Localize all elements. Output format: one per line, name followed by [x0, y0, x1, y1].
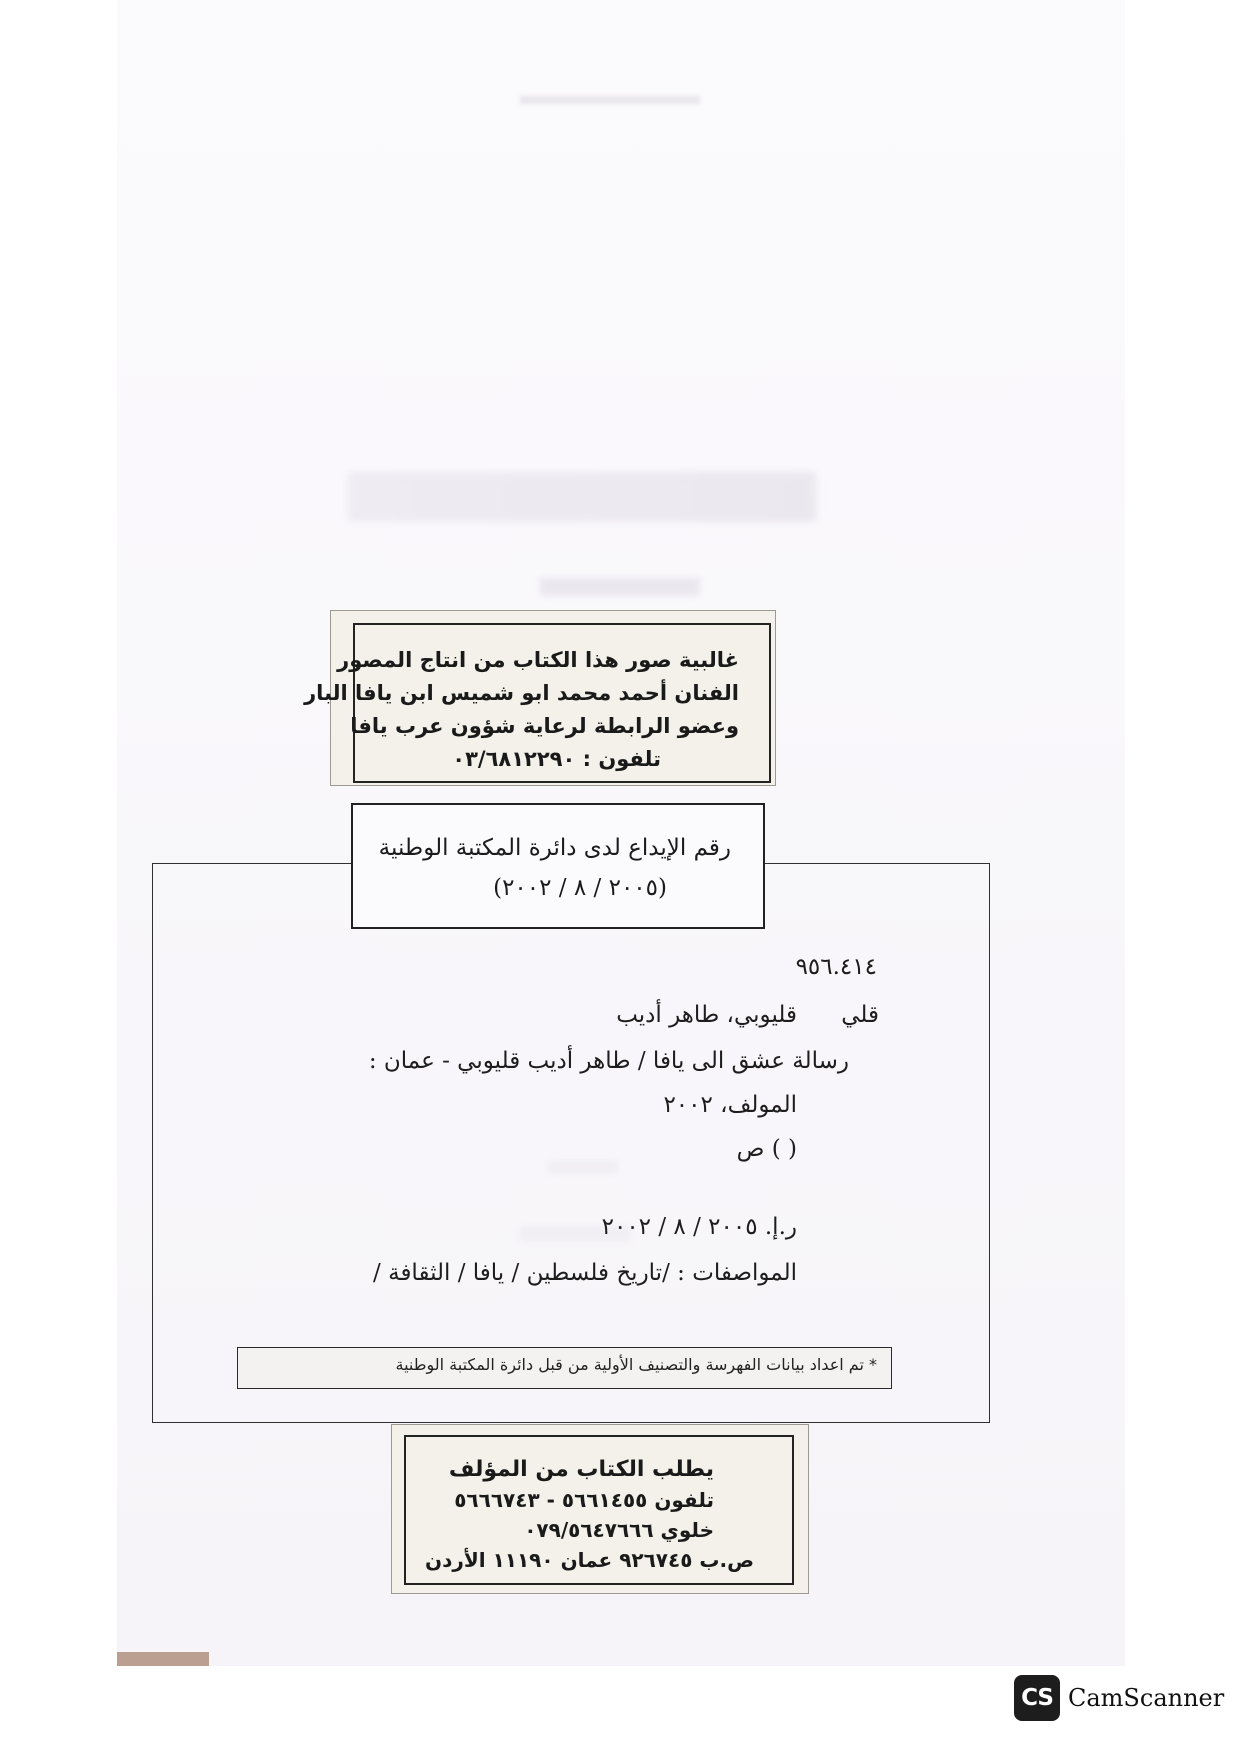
- cataloging-note: * تم اعداد بيانات الفهرسة والتصنيف الأولية من قبل دائرة المكتبة الوطنية: [395, 1355, 877, 1374]
- cataloging-note-box: [237, 1347, 892, 1389]
- photographer-label: [304, 610, 776, 786]
- publisher-statement: المولف، ٢٠٠٢: [663, 1092, 797, 1118]
- order-phone: تلفون ٥٦٦١٤٥٥ - ٥٦٦٦٧٤٣: [454, 1488, 714, 1512]
- bleed-through-header: [520, 96, 700, 104]
- deposit-reference: ر.إ. ٢٠٠٥ / ٨ / ٢٠٠٢: [601, 1214, 797, 1240]
- title-statement: رسالة عشق الى يافا / طاهر أديب قليوبي - عمان :: [368, 1048, 849, 1074]
- page-edge-stain: [117, 1652, 209, 1666]
- author-entry: قليوبي، طاهر أديب: [616, 1002, 797, 1028]
- subject-descriptors: المواصفات : /تاريخ فلسطين / يافا / الثقافة /: [373, 1260, 797, 1286]
- deposit-number-box: [351, 803, 765, 929]
- photographer-phone: تلفون : ٠٣/٦٨١٢٢٩٠: [452, 747, 661, 771]
- camscanner-logo-icon: [1014, 1675, 1060, 1721]
- order-address: ص.ب ٩٢٦٧٤٥ عمان ١١١٩٠ الأردن: [425, 1548, 754, 1572]
- photographer-line-2: الفنان أحمد محمد ابو شميس ابن يافا البار: [304, 681, 739, 705]
- deposit-heading: رقم الإيداع لدى دائرة المكتبة الوطنية: [378, 835, 731, 861]
- order-label: [391, 1424, 809, 1594]
- photographer-label-border: [304, 623, 771, 783]
- class-number: ٩٥٦.٤١٤: [795, 954, 877, 980]
- call-prefix: قلي: [841, 1002, 879, 1028]
- camscanner-brand: CamScanner: [1068, 1684, 1225, 1712]
- photographer-line-1: غالبية صور هذا الكتاب من انتاج المصور: [337, 648, 739, 672]
- deposit-number: (٢٠٠٥ / ٨ / ٢٠٠٢): [493, 875, 667, 901]
- bleed-through-subtitle: [540, 578, 700, 596]
- order-label-border: [404, 1435, 794, 1585]
- photographer-line-3: وعضو الرابطة لرعاية شؤون عرب يافا: [350, 714, 739, 738]
- order-heading: يطلب الكتاب من المؤلف: [448, 1457, 714, 1482]
- pages-statement: ( ) ص: [736, 1136, 797, 1162]
- order-mobile: خلوي ٠٧٩/٥٦٤٧٦٦٦: [524, 1518, 714, 1542]
- camscanner-logo-text: CS: [1021, 1685, 1053, 1711]
- catalog-record-frame: [152, 863, 990, 1423]
- bleed-through-title: [348, 472, 816, 522]
